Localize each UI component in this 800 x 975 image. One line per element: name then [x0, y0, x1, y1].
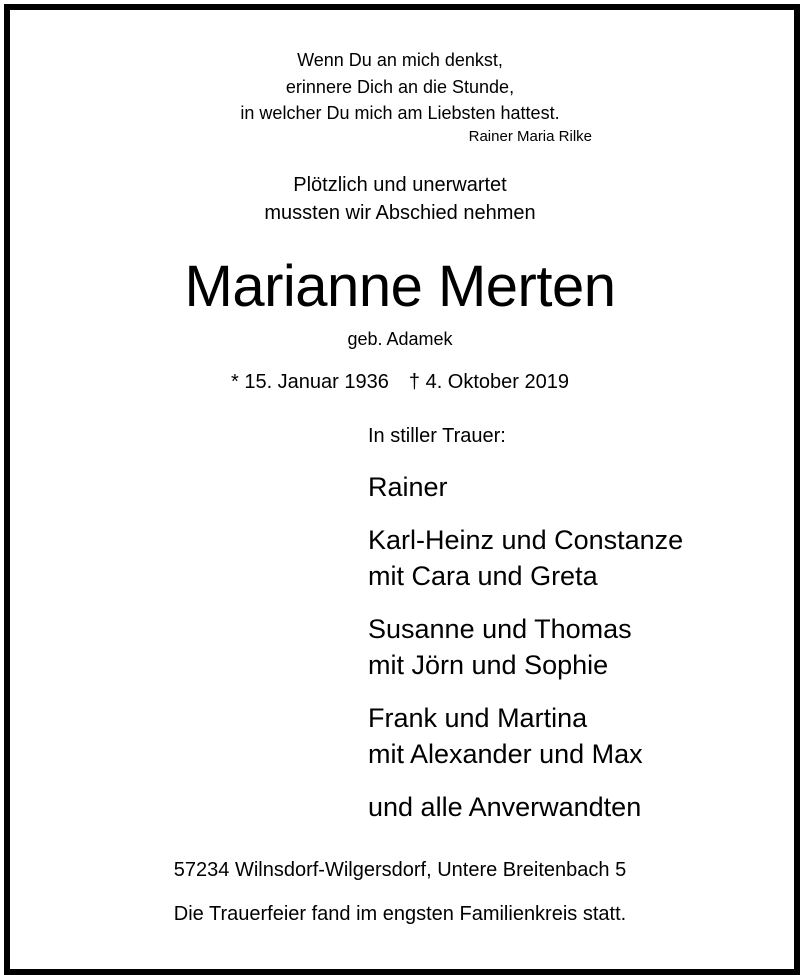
mourner-line: Karl-Heinz und Constanze — [368, 525, 684, 555]
mourner-line: Frank und Martina — [368, 703, 588, 733]
address: 57234 Wilnsdorf-Wilgersdorf, Untere Breitenbach 5 — [173, 859, 627, 881]
deceased-name: Marianne Merten — [184, 254, 616, 319]
mourners-heading: In stiller Trauer: — [368, 425, 506, 447]
intro-line-1: Plötzlich und unerwartet — [293, 174, 507, 196]
mourner-line: mit Jörn und Sophie — [368, 650, 609, 680]
quote-line-1: Wenn Du an mich denkst, — [297, 50, 503, 70]
mourner-line: mit Alexander und Max — [368, 739, 643, 769]
intro-line-2: mussten wir Abschied nehmen — [264, 202, 536, 224]
quote-line-3: in welcher Du mich am Liebsten hattest. — [240, 103, 560, 123]
funeral-note: Die Trauerfeier fand im engsten Familienkreis statt. — [173, 903, 627, 925]
mourner-line: und alle Anverwandten — [368, 792, 642, 822]
life-dates — [0, 372, 800, 392]
quote-line-2: erinnere Dich an die Stunde, — [285, 77, 515, 97]
mourner-line: mit Cara und Greta — [368, 561, 598, 591]
quote-author: Rainer Maria Rilke — [468, 128, 592, 145]
maiden-name: geb. Adamek — [347, 329, 453, 349]
mourner-line: Rainer — [368, 472, 448, 502]
birth-date: * 15. Januar 1936 — [230, 371, 389, 393]
mourner-line: Susanne und Thomas — [368, 614, 632, 644]
death-date: † 4. Oktober 2019 — [408, 371, 569, 393]
